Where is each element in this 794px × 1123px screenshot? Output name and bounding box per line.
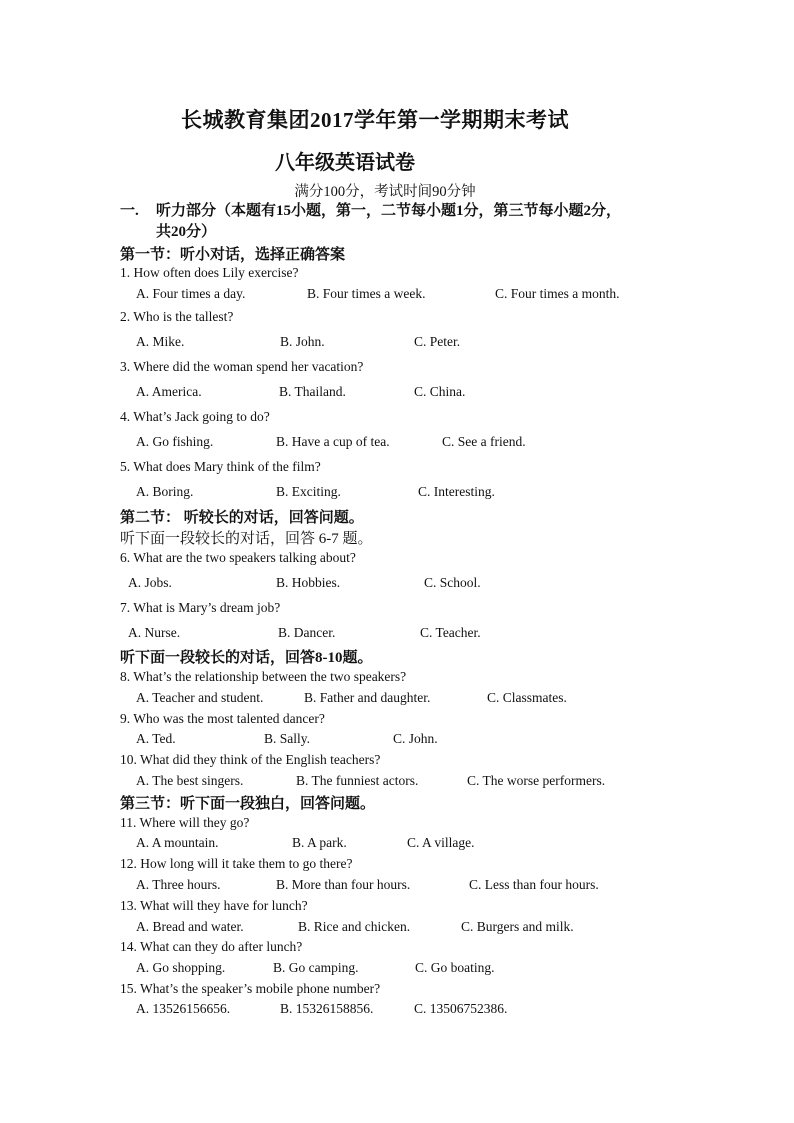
question-9-options: [0, 731, 794, 751]
question-8-options: [0, 690, 794, 710]
option-b: B. Thailand.: [279, 384, 346, 399]
question-1: 1. How often does Lily exercise?: [120, 265, 299, 280]
option-a: A. Mike.: [136, 334, 185, 349]
exam-title: 长城教育集团2017学年第一学期期末考试: [181, 108, 569, 132]
question-7: 7. What is Mary’s dream job?: [120, 600, 281, 615]
option-b: B. Have a cup of tea.: [276, 434, 390, 449]
option-a: A. America.: [136, 384, 202, 399]
option-a: A. Go fishing.: [136, 434, 214, 449]
option-a: A. A mountain.: [136, 835, 219, 850]
question-1-options: [0, 286, 794, 306]
option-b: B. Rice and chicken.: [298, 919, 411, 934]
question-4-options: [0, 434, 794, 454]
option-a: A. Boring.: [136, 484, 194, 499]
question-8: 8. What’s the relationship between the two speakers?: [120, 669, 407, 684]
option-c: C. See a friend.: [442, 434, 526, 449]
question-13-options: [0, 919, 794, 939]
option-c: C. Classmates.: [487, 690, 567, 705]
question-9: 9. Who was the most talented dancer?: [120, 711, 325, 726]
option-a: A. The best singers.: [136, 773, 244, 788]
question-2-options: [0, 334, 794, 354]
option-b: B. Go camping.: [273, 960, 359, 975]
section-1-heading: 第一节：听小对话，选择正确答案: [120, 247, 346, 263]
section-3-heading: 第三节：听下面一段独白，回答问题。: [120, 796, 376, 812]
section-2-note: 听下面一段较长的对话，回答 6-7 题。: [120, 531, 373, 547]
exam-info: 满分100分，考试时间90分钟: [294, 184, 476, 200]
option-a: A. Nurse.: [128, 625, 181, 640]
option-b: B. More than four hours.: [276, 877, 411, 892]
part-description: 听力部分（本题有15小题，第一，二节每小题1分，第三节每小题2分，: [156, 203, 622, 219]
option-b: B. A park.: [292, 835, 347, 850]
question-7-options: [0, 625, 794, 645]
option-c: C. Four times a month.: [495, 286, 620, 301]
option-c: C. Go boating.: [415, 960, 495, 975]
question-15: 15. What’s the speaker’s mobile phone number?: [120, 981, 381, 996]
question-14: 14. What can they do after lunch?: [120, 939, 303, 954]
part-number: 一.: [120, 203, 139, 219]
part-description-cont: 共20分）: [156, 224, 217, 240]
question-12-options: [0, 877, 794, 897]
section-2b-heading: 听下面一段较长的对话，回答8-10题。: [120, 650, 373, 666]
option-b: B. Dancer.: [278, 625, 336, 640]
option-c: C. The worse performers.: [467, 773, 606, 788]
option-a: A. Ted.: [136, 731, 176, 746]
question-14-options: [0, 960, 794, 980]
question-3: 3. Where did the woman spend her vacation?: [120, 359, 364, 374]
option-c: C. John.: [393, 731, 438, 746]
question-11-options: [0, 835, 794, 855]
option-b: B. The funniest actors.: [296, 773, 419, 788]
option-c: C. Teacher.: [420, 625, 481, 640]
option-b: B. 15326158856.: [280, 1001, 374, 1016]
option-b: B. Exciting.: [276, 484, 341, 499]
question-10: 10. What did they think of the English teachers?: [120, 752, 381, 767]
option-a: A. 13526156656.: [136, 1001, 231, 1016]
option-c: C. Less than four hours.: [469, 877, 599, 892]
option-b: B. Sally.: [264, 731, 311, 746]
option-a: A. Teacher and student.: [136, 690, 264, 705]
option-a: A. Four times a day.: [136, 286, 246, 301]
option-c: C. China.: [414, 384, 466, 399]
question-10-options: [0, 773, 794, 793]
option-c: C. A village.: [407, 835, 475, 850]
question-13: 13. What will they have for lunch?: [120, 898, 308, 913]
option-c: C. School.: [424, 575, 481, 590]
option-a: A. Three hours.: [136, 877, 221, 892]
option-b: B. Father and daughter.: [304, 690, 431, 705]
option-b: B. John.: [280, 334, 325, 349]
option-a: A. Bread and water.: [136, 919, 244, 934]
option-b: B. Hobbies.: [276, 575, 341, 590]
question-15-options: [0, 1001, 794, 1021]
question-12: 12. How long will it take them to go there?: [120, 856, 353, 871]
question-3-options: [0, 384, 794, 404]
option-a: A. Go shopping.: [136, 960, 226, 975]
option-a: A. Jobs.: [128, 575, 172, 590]
question-5-options: [0, 484, 794, 504]
option-c: C. Peter.: [414, 334, 461, 349]
section-2-heading: 第二节： 听较长的对话，回答问题。: [120, 510, 364, 526]
question-2: 2. Who is the tallest?: [120, 309, 234, 324]
option-c: C. Interesting.: [418, 484, 495, 499]
question-4: 4. What’s Jack going to do?: [120, 409, 270, 424]
question-11: 11. Where will they go?: [120, 815, 250, 830]
exam-subtitle: 八年级英语试卷: [275, 152, 415, 174]
option-c: C. Burgers and milk.: [461, 919, 574, 934]
option-c: C. 13506752386.: [414, 1001, 508, 1016]
question-5: 5. What does Mary think of the film?: [120, 459, 321, 474]
question-6: 6. What are the two speakers talking about?: [120, 550, 356, 565]
question-6-options: [0, 575, 794, 595]
option-b: B. Four times a week.: [307, 286, 426, 301]
part-heading: [120, 201, 680, 243]
